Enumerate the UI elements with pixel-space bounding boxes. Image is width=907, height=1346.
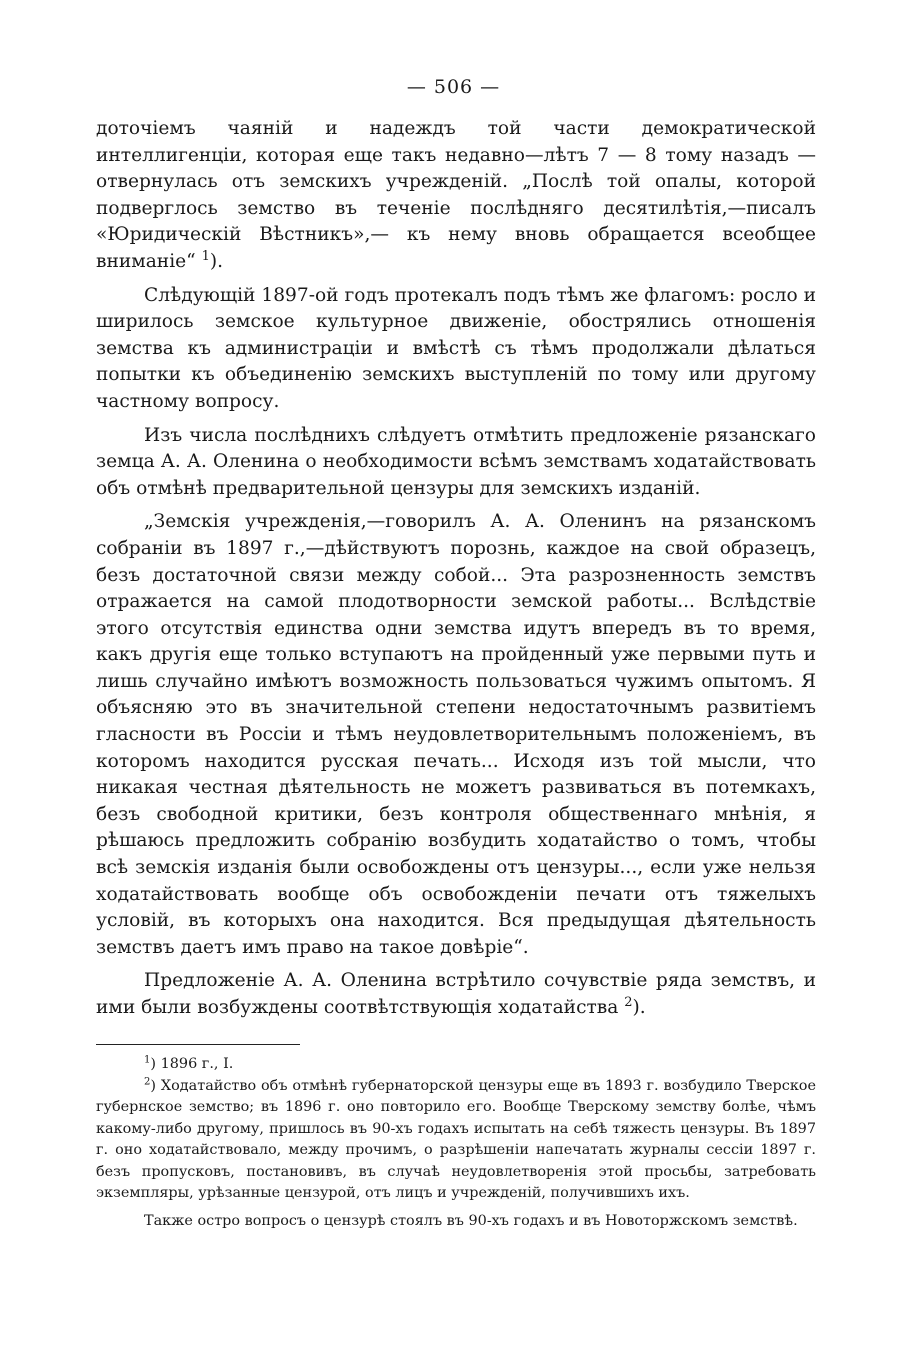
footnote-ref-1: 1 [201, 248, 210, 264]
footnote-text: ) 1896 г., I. [150, 1056, 234, 1072]
footnote-marker: 2 [144, 1075, 151, 1087]
footnote-addendum: Также остро вопросъ о цензурѣ стоялъ въ 90-хъ годахъ и въ Новоторжскомъ земствѣ. [144, 1212, 798, 1229]
paragraph-olenin-quote: „Земскія учрежденія,—говорилъ А. А. Оленинъ на рязанскомъ собраніи въ 1897 г.,—дѣйствуютъ порознь, каждое на свой образецъ, безъ достаточной связи между собой... Эта разрозненность земствъ отражается на самой плодотворности земской работы... Вслѣдствіе этого отсутствія единства одни земства идутъ впередъ въ то время, какъ другія еще только вступаютъ на пройденный уже первыми путь и лишь случайно имѣютъ возможность пользоваться чужимъ опытомъ. Я объясняю это въ значительной степени недостаточнымъ развитіемъ гласности въ Россіи и тѣмъ неудовлетворительнымъ положеніемъ, въ которомъ находится русская печать... Исходя изъ той мысли, что никакая честная дѣятельность не можетъ развиваться въ потемкахъ, безъ свободной критики, безъ контроля общественнаго мнѣнія, я рѣшаюсь предложить собранію возбудить ходатайство о томъ, чтобы всѣ земскія изданія были освобождены отъ цензуры..., если уже нельзя ходатайствовать вообще объ освобожденіи печати отъ тяжелыхъ условій, въ которыхъ она находится. Вся предыдущая дѣятельность земствъ даетъ имъ право на такое довѣріе“. [96, 511, 816, 958]
paragraph-text-end: ). [632, 997, 646, 1018]
footnote-1 [96, 1054, 816, 1076]
footnote-divider [96, 1044, 300, 1045]
footnote-ref-2: 2 [624, 994, 633, 1010]
footnotes [96, 1054, 816, 1232]
footnote-2 [96, 1076, 816, 1205]
footnote-text: ) Ходатайство объ отмѣнѣ губернаторской цензуры еще въ 1893 г. возбудило Тверское губернское земство; въ 1896 г. оно повторило его. Вообще Тверскому земству болѣе, чѣмъ какому-либо другому, пришлось въ 90-хъ годахъ испытать на себѣ тяжесть цензуры. Въ 1897 г. оно ходатайствовало, между прочимъ, о разрѣшеніи напечатать журналы сессіи 1897 г. безъ пропусковъ, постановивъ, въ случаѣ неудовлетворенія этой просьбы, затребовать экземпляры, урѣзанные цензурой, отъ лицъ и учрежденій, получившихъ ихъ. [96, 1077, 816, 1201]
paragraph-petitions [96, 968, 816, 1021]
paragraph-text: доточіемъ чаяній и надеждъ той части демократической интеллигенціи, которая еще такъ недавно—лѣтъ 7 — 8 тому назадъ — отвернулась отъ земскихъ учрежденій. „Послѣ той опалы, которой подверглось земство въ теченіе послѣдняго десятилѣтія,—писалъ «Юридическій Вѣстникъ»,— къ нему вновь обращается всеобщее вниманіе“ [96, 118, 816, 272]
main-text [96, 116, 816, 1022]
paragraph-text-end: ). [209, 250, 224, 272]
footnote-marker: 1 [144, 1054, 151, 1066]
paragraph-text: Предложеніе А. А. Оленина встрѣтило сочувствіе ряда земствъ, и ими были возбуждены соотвѣтствующія ходатайства [96, 970, 816, 1018]
paragraph-olenin-proposal: Изъ числа послѣднихъ слѣдуетъ отмѣтить предложеніе рязанскаго земца А. А. Оленина о необходимости всѣмъ земствамъ ходатайствовать объ отмѣнѣ предварительной цензуры для земскихъ изданій. [96, 424, 816, 499]
paragraph-1897: Слѣдующій 1897-ой годъ протекалъ подъ тѣмъ же флагомъ: росло и ширилось земское культурное движеніе, обострялись отношенія земства къ администраціи и вмѣстѣ съ тѣмъ продолжали дѣлаться попытки къ объединенію земскихъ выступленій по тому или другому частному вопросу. [96, 284, 816, 412]
paragraph-continuation [96, 116, 816, 276]
page-number: — 506 — [406, 76, 501, 98]
